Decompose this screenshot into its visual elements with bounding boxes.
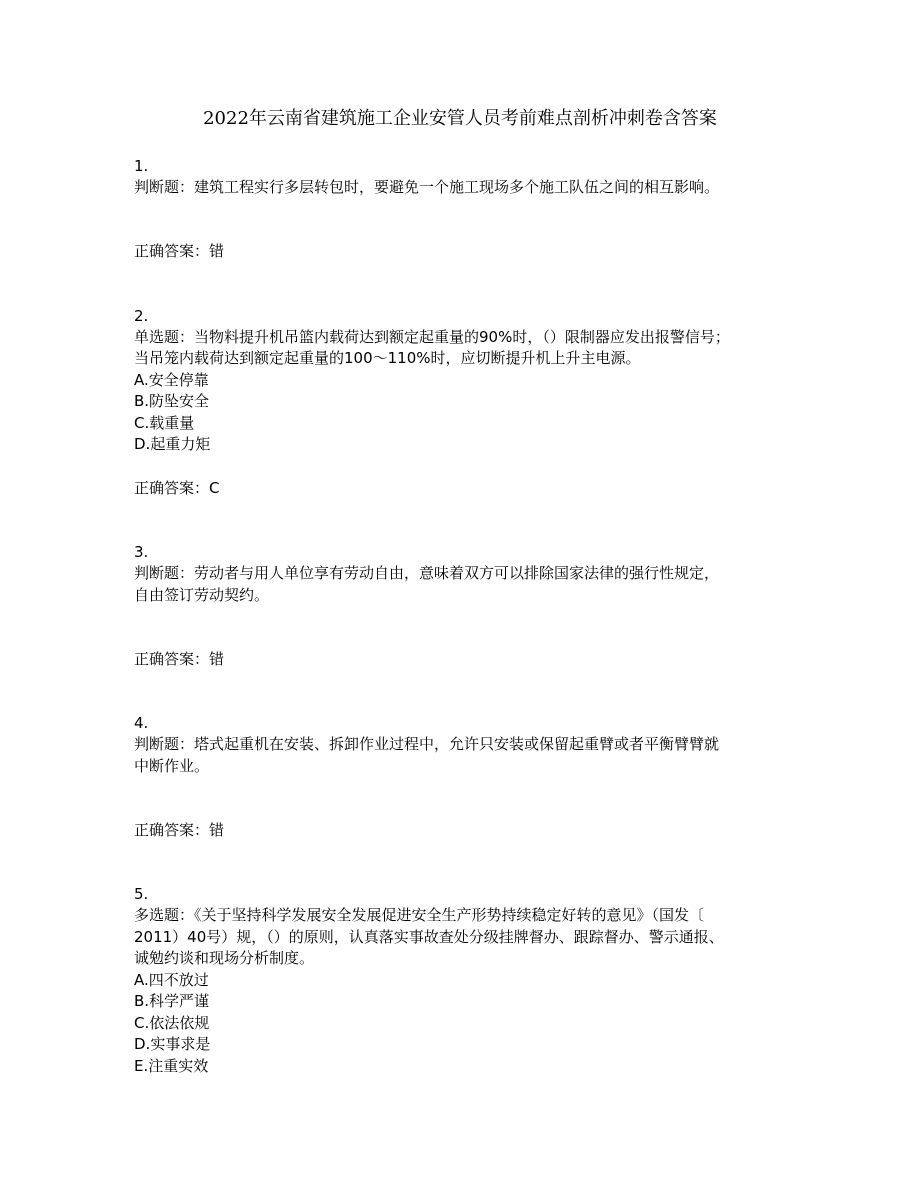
question-5-option-b: B.科学严谨	[134, 992, 210, 1010]
question-5-stem-line-2: 2011）40号）规，（）的原则，认真落实事故查处分级挂牌督办、跟踪督办、警示通报、	[134, 928, 724, 946]
question-2-option-d: D.起重力矩	[134, 435, 211, 453]
question-5-stem-line-1: 多选题：《关于坚持科学发展安全发展促进安全生产形势持续稳定好转的意见》（国发〔	[134, 906, 705, 924]
question-4-stem-line-2: 中断作业。	[134, 757, 210, 775]
question-1-answer: 正确答案：错	[134, 242, 225, 260]
question-5-option-e: E.注重实效	[134, 1057, 209, 1075]
question-3-stem-line-1: 判断题：劳动者与用人单位享有劳动自由，意味着双方可以排除国家法律的强行性规定，	[134, 564, 720, 582]
question-5-number: 5.	[134, 885, 149, 903]
question-5-stem-line-3: 诚勉约谈和现场分析制度。	[134, 949, 315, 967]
question-2-stem-line-1: 单选题：当物料提升机吊篮内载荷达到额定起重量的90%时，（）限制器应发出报警信号；	[134, 328, 730, 346]
question-3-number: 3.	[134, 543, 149, 561]
question-2-number: 2.	[134, 307, 149, 325]
question-5-option-d: D.实事求是	[134, 1035, 211, 1053]
question-4-answer: 正确答案：错	[134, 821, 225, 839]
question-5-option-c: C.依法依规	[134, 1014, 210, 1032]
question-2-answer: 正确答案：C	[134, 479, 220, 497]
question-2-option-c: C.载重量	[134, 414, 195, 432]
question-2-option-a: A.安全停靠	[134, 371, 209, 389]
question-1-stem-line-1: 判断题：建筑工程实行多层转包时，要避免一个施工现场多个施工队伍之间的相互影响。	[134, 178, 720, 196]
question-3-stem-line-2: 自由签订劳动契约。	[134, 586, 270, 604]
question-5-option-a: A.四不放过	[134, 971, 209, 989]
question-3-answer: 正确答案：错	[134, 650, 225, 668]
question-4-stem-line-1: 判断题：塔式起重机在安装、拆卸作业过程中，允许只安装或保留起重臂或者平衡臂臂就	[134, 735, 720, 753]
question-2-stem-line-2: 当吊笼内载荷达到额定起重量的100～110%时，应切断提升机上升主电源。	[134, 349, 641, 367]
page-title: 2022年云南省建筑施工企业安管人员考前难点剖析冲刺卷含答案	[203, 108, 717, 129]
question-4-number: 4.	[134, 714, 149, 732]
question-1-number: 1.	[134, 157, 149, 175]
question-2-option-b: B.防坠安全	[134, 392, 210, 410]
